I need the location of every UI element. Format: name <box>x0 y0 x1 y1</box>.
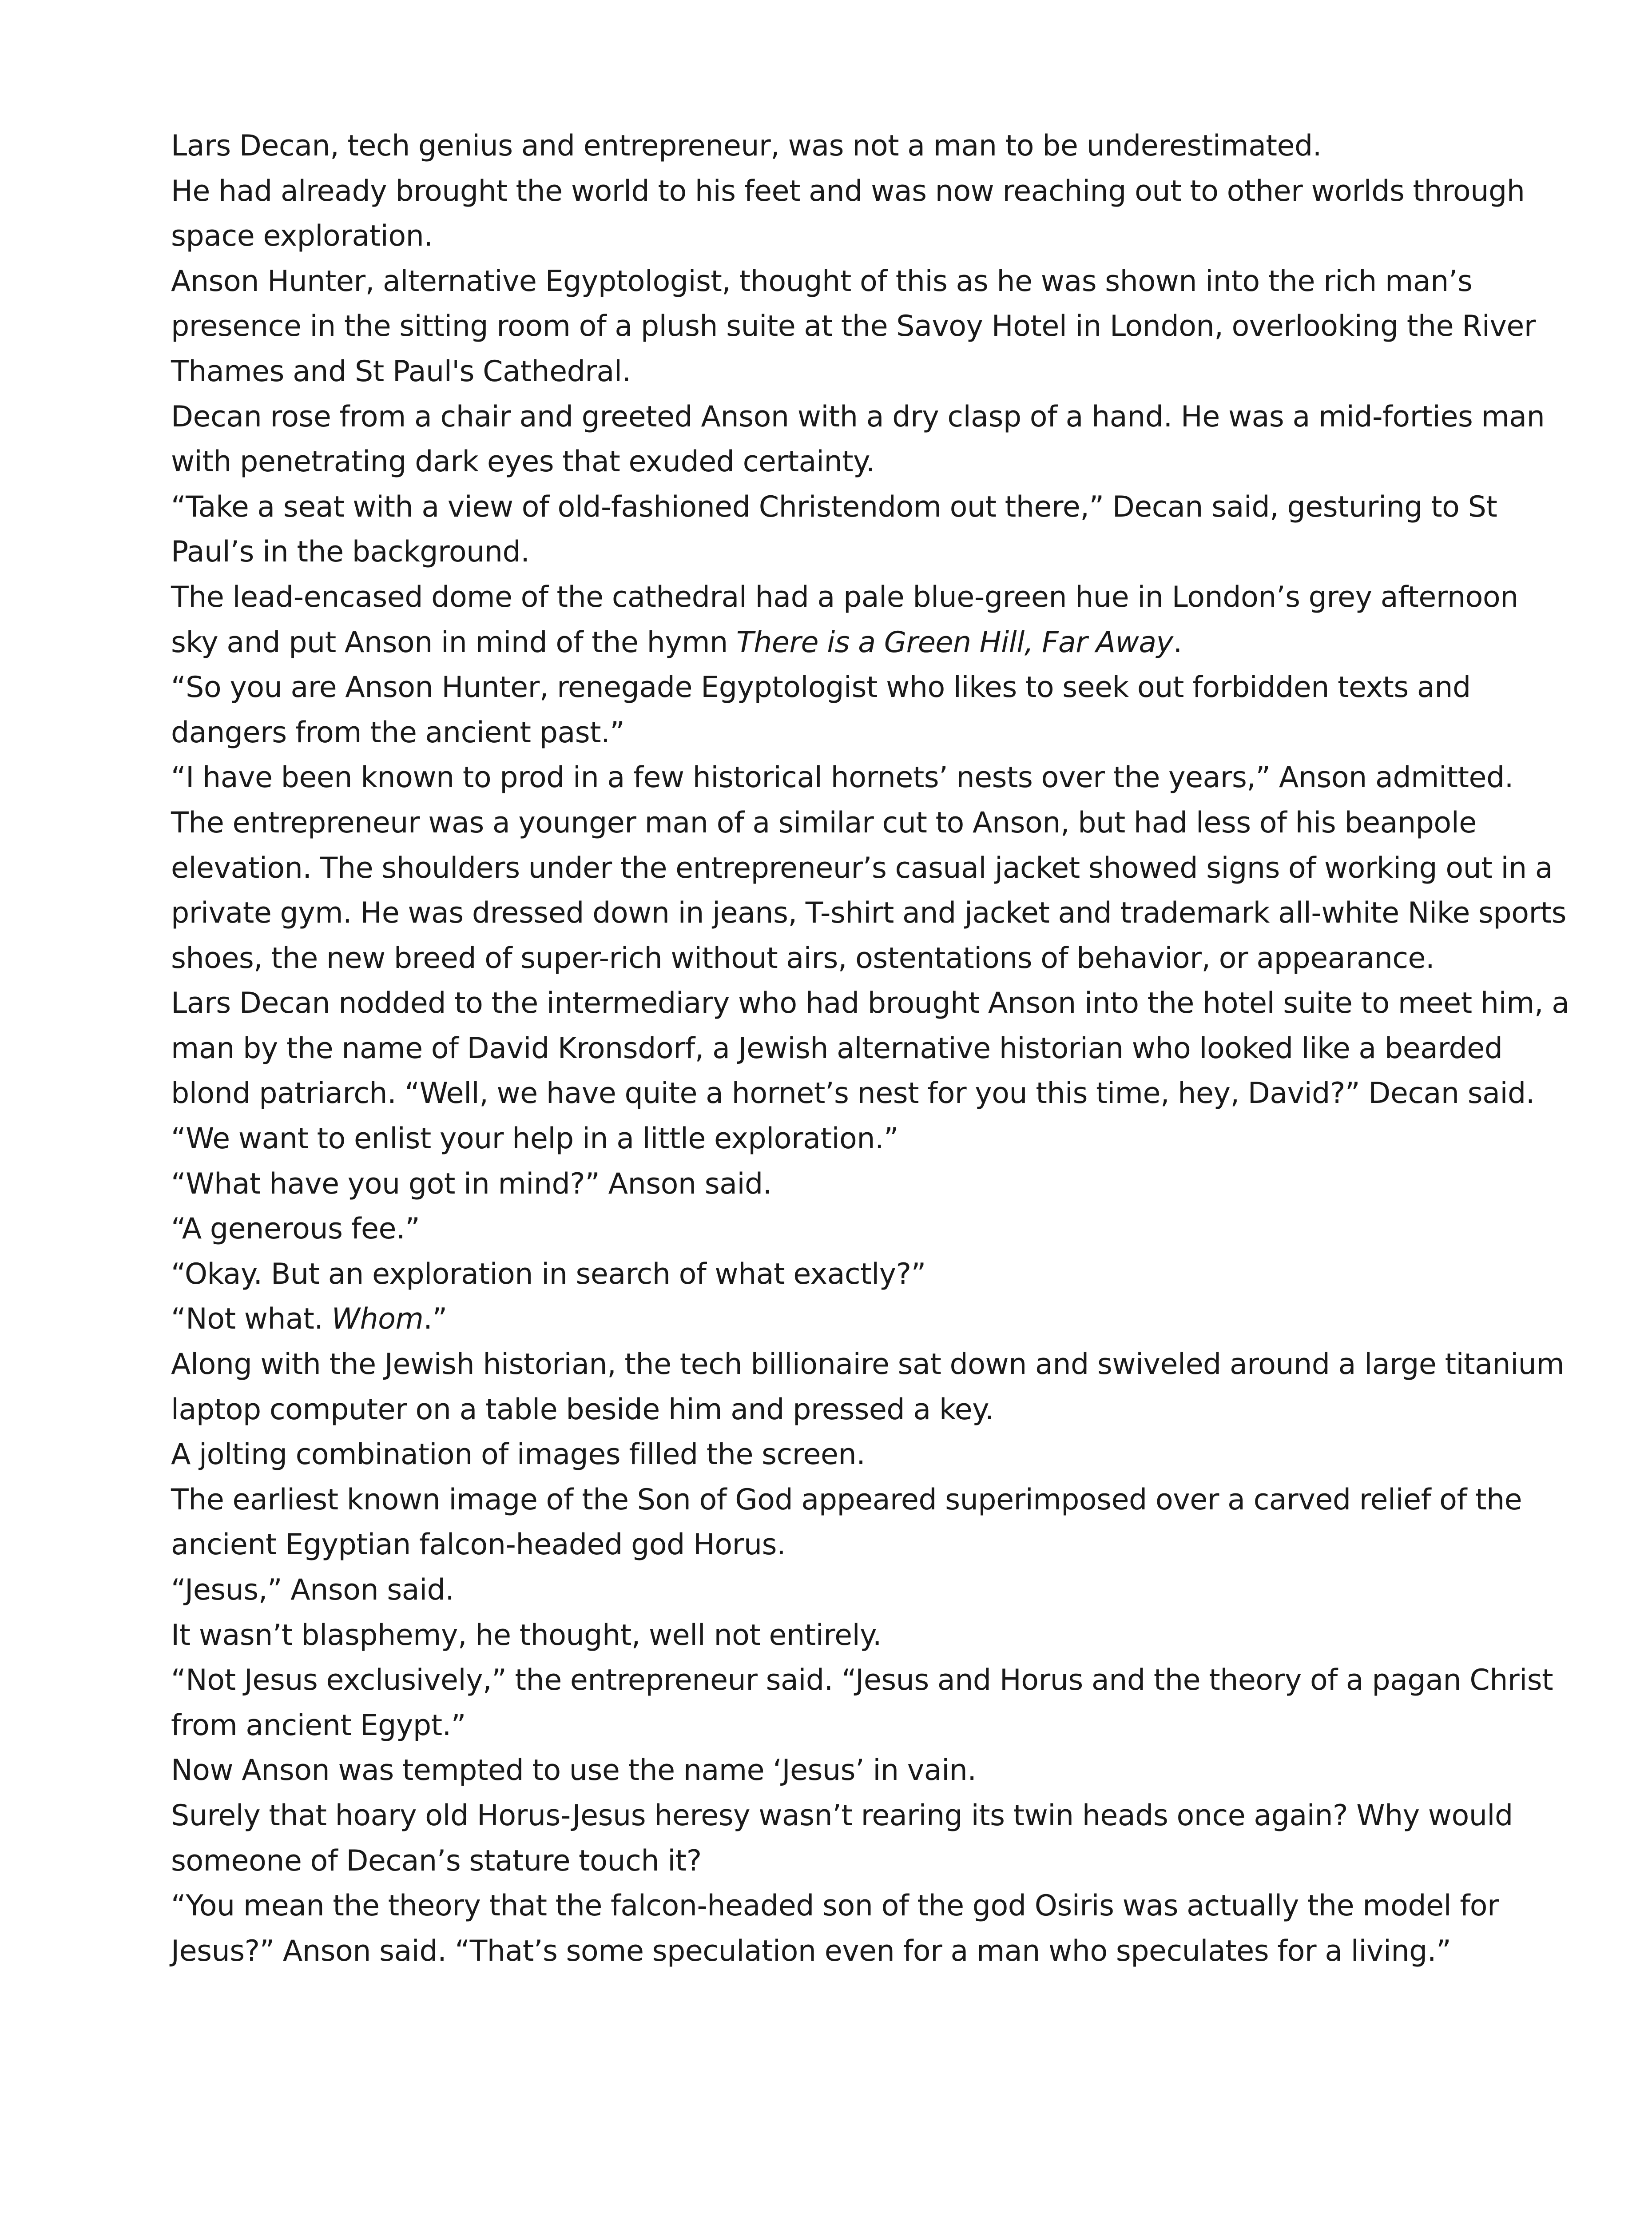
paragraph: Now Anson was tempted to use the name ‘Jesus’ in vain. <box>171 1754 977 1787</box>
paragraph: The entrepreneur was a younger man of a similar cut to Anson, but had less of his beanpole elevation. The shoulders under the entrepreneur’s casual jacket showed signs of working out in a private gym. He was dressed down in jeans, T-shirt and jacket and trademark all-white Nike sports shoes, the new breed of super-rich without airs, ostentations of behavior, or appearance. <box>171 806 1567 975</box>
paragraph: “Jesus,” Anson said. <box>171 1573 454 1607</box>
paragraph: “So you are Anson Hunter, renegade Egyptologist who likes to seek out forbidden texts and dangers from the ancient past.” <box>171 671 1471 749</box>
paragraph-text: “Not what. <box>171 1302 332 1336</box>
paragraph: A jolting combination of images filled the screen. <box>171 1438 866 1472</box>
paragraph <box>171 1297 1570 1342</box>
paragraph: Along with the Jewish historian, the tech billionaire sat down and swiveled around a large titanium laptop computer on a table beside him and pressed a key. <box>171 1348 1565 1426</box>
emphasized-word: Whom <box>331 1302 424 1336</box>
paragraph: Anson Hunter, alternative Egyptologist, thought of this as he was shown into the rich man’s presence in the sitting room of a plush suite at the Savoy Hotel in London, overlooking the River Thames and St Paul's Cathedral. <box>171 264 1536 388</box>
document-body <box>171 123 1570 1974</box>
paragraph: Lars Decan nodded to the intermediary who had brought Anson into the hotel suite to meet him, a man by the name of David Kronsdorf, a Jewish alternative historian who looked like a bearded blond patriarch. “Well, we have quite a hornet’s nest for you this time, hey, David?” Decan said. “We want to enlist your help in a little exploration.” <box>171 987 1569 1156</box>
paragraph-text: .” <box>423 1302 447 1336</box>
paragraph-text: . <box>1173 625 1182 659</box>
paragraph: Lars Decan, tech genius and entrepreneur, was not a man to be underestimated. <box>171 129 1322 163</box>
paragraph: “Okay. But an exploration in search of what exactly?” <box>171 1257 926 1291</box>
paragraph: He had already brought the world to his feet and was now reaching out to other worlds through space exploration. <box>171 174 1525 253</box>
paragraph: Decan rose from a chair and greeted Anson with a dry clasp of a hand. He was a mid-forties man with penetrating dark eyes that exuded certainty. <box>171 400 1545 479</box>
hymn-title: There is a Green Hill, Far Away <box>736 625 1173 659</box>
paragraph-text: The lead-encased dome of the cathedral had a pale blue-green hue in London’s grey afternoon sky and put Anson in mind of the hymn <box>171 580 1518 659</box>
paragraph: Surely that hoary old Horus-Jesus heresy wasn’t rearing its twin heads once again? Why would someone of Decan’s stature touch it? <box>171 1799 1513 1878</box>
paragraph: “What have you got in mind?” Anson said. <box>171 1167 772 1201</box>
paragraph: The earliest known image of the Son of God appeared superimposed over a carved relief of the ancient Egyptian falcon-headed god Horus. <box>171 1483 1522 1562</box>
paragraph <box>171 575 1570 665</box>
paragraph: “Not Jesus exclusively,” the entrepreneur said. “Jesus and Horus and the theory of a pagan Christ from ancient Egypt.” <box>171 1664 1553 1742</box>
paragraph: “You mean the theory that the falcon-headed son of the god Osiris was actually the model for Jesus?” Anson said. “That’s some speculation even for a man who speculates for a living.” <box>171 1889 1499 1968</box>
paragraph: It wasn’t blasphemy, he thought, well not entirely. <box>171 1618 882 1652</box>
paragraph: “A generous fee.” <box>171 1212 420 1246</box>
paragraph: “I have been known to prod in a few historical hornets’ nests over the years,” Anson admitted. <box>171 761 1513 795</box>
paragraph: “Take a seat with a view of old-fashioned Christendom out there,” Decan said, gesturing to St Paul’s in the background. <box>171 490 1497 569</box>
